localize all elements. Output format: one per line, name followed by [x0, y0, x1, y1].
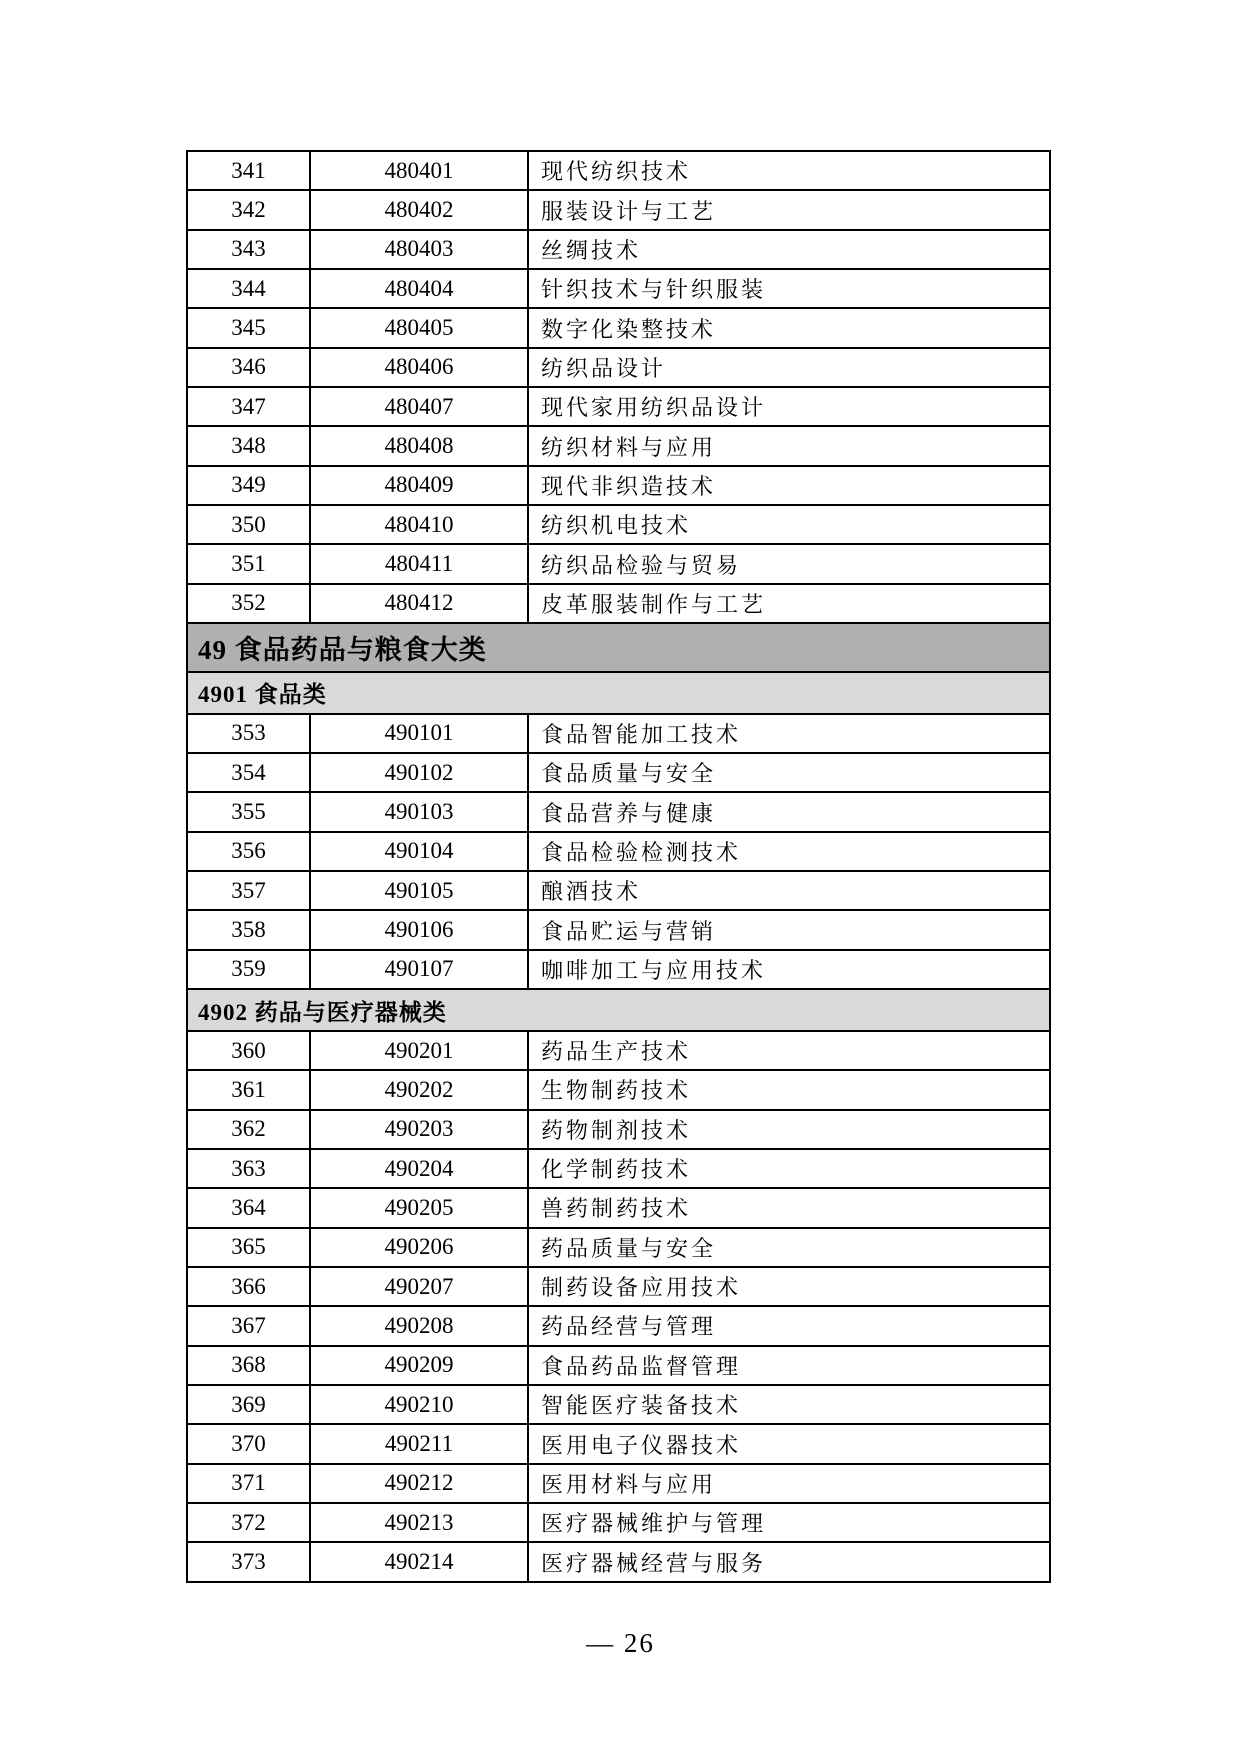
- major-name: 药品质量与安全: [528, 1228, 1050, 1267]
- majors-code-table: [186, 150, 1051, 1583]
- major-name: 纺织品设计: [528, 348, 1050, 387]
- row-seq-number: 359: [187, 950, 310, 989]
- subcategory-header-label: 4902 药品与医疗器械类: [187, 989, 1050, 1031]
- major-name: 食品质量与安全: [528, 753, 1050, 792]
- table-row: [187, 1070, 1050, 1109]
- row-seq-number: 366: [187, 1267, 310, 1306]
- major-code: 490203: [310, 1110, 528, 1149]
- page-number: — 26: [586, 1628, 655, 1658]
- table-row: [187, 308, 1050, 347]
- row-seq-number: 367: [187, 1306, 310, 1345]
- table-row: [187, 544, 1050, 583]
- row-seq-number: 371: [187, 1464, 310, 1503]
- major-name: 咖啡加工与应用技术: [528, 950, 1050, 989]
- table-row: [187, 230, 1050, 269]
- major-code: 480410: [310, 505, 528, 544]
- row-seq-number: 360: [187, 1031, 310, 1070]
- major-name: 现代非织造技术: [528, 466, 1050, 505]
- row-seq-number: 349: [187, 466, 310, 505]
- table-row: [187, 1110, 1050, 1149]
- major-code: 490213: [310, 1503, 528, 1542]
- row-seq-number: 368: [187, 1346, 310, 1385]
- major-name: 兽药制药技术: [528, 1188, 1050, 1227]
- major-code: 480407: [310, 387, 528, 426]
- major-code: 490210: [310, 1385, 528, 1424]
- row-seq-number: 353: [187, 714, 310, 753]
- major-name: 纺织品检验与贸易: [528, 544, 1050, 583]
- majors-code-table-body: [187, 151, 1050, 1582]
- table-row: [187, 269, 1050, 308]
- row-seq-number: 341: [187, 151, 310, 190]
- category-header-label: 49 食品药品与粮食大类: [187, 623, 1050, 672]
- row-seq-number: 373: [187, 1542, 310, 1582]
- major-name: 化学制药技术: [528, 1149, 1050, 1188]
- major-name: 制药设备应用技术: [528, 1267, 1050, 1306]
- major-code: 480401: [310, 151, 528, 190]
- category-header-row: [187, 623, 1050, 672]
- major-code: 490106: [310, 910, 528, 949]
- major-code: 480405: [310, 308, 528, 347]
- major-code: 480402: [310, 190, 528, 229]
- table-row: [187, 387, 1050, 426]
- major-name: 服装设计与工艺: [528, 190, 1050, 229]
- major-code: 480409: [310, 466, 528, 505]
- major-name: 纺织机电技术: [528, 505, 1050, 544]
- major-name: 生物制药技术: [528, 1070, 1050, 1109]
- major-code: 480406: [310, 348, 528, 387]
- table-row: [187, 151, 1050, 190]
- major-code: 490202: [310, 1070, 528, 1109]
- table-row: [187, 910, 1050, 949]
- major-code: 480403: [310, 230, 528, 269]
- major-name: 食品检验检测技术: [528, 832, 1050, 871]
- row-seq-number: 369: [187, 1385, 310, 1424]
- table-row: [187, 1385, 1050, 1424]
- major-name: 智能医疗装备技术: [528, 1385, 1050, 1424]
- row-seq-number: 356: [187, 832, 310, 871]
- major-code: 490207: [310, 1267, 528, 1306]
- row-seq-number: 343: [187, 230, 310, 269]
- table-row: [187, 714, 1050, 753]
- row-seq-number: 357: [187, 871, 310, 910]
- major-code: 480411: [310, 544, 528, 583]
- row-seq-number: 355: [187, 792, 310, 831]
- subcategory-header-row: [187, 672, 1050, 714]
- subcategory-header-label: 4901 食品类: [187, 672, 1050, 714]
- row-seq-number: 364: [187, 1188, 310, 1227]
- subcategory-header-row: [187, 989, 1050, 1031]
- row-seq-number: 354: [187, 753, 310, 792]
- row-seq-number: 372: [187, 1503, 310, 1542]
- table-row: [187, 1424, 1050, 1463]
- major-name: 医疗器械经营与服务: [528, 1542, 1050, 1582]
- major-name: 食品贮运与营销: [528, 910, 1050, 949]
- major-name: 现代纺织技术: [528, 151, 1050, 190]
- row-seq-number: 365: [187, 1228, 310, 1267]
- row-seq-number: 370: [187, 1424, 310, 1463]
- major-name: 丝绸技术: [528, 230, 1050, 269]
- major-name: 现代家用纺织品设计: [528, 387, 1050, 426]
- major-code: 490101: [310, 714, 528, 753]
- major-name: 酿酒技术: [528, 871, 1050, 910]
- row-seq-number: 347: [187, 387, 310, 426]
- table-row: [187, 466, 1050, 505]
- major-name: 食品智能加工技术: [528, 714, 1050, 753]
- major-name: 皮革服装制作与工艺: [528, 584, 1050, 623]
- major-code: 490103: [310, 792, 528, 831]
- major-code: 490102: [310, 753, 528, 792]
- major-code: 490208: [310, 1306, 528, 1345]
- major-name: 食品药品监督管理: [528, 1346, 1050, 1385]
- major-code: 490201: [310, 1031, 528, 1070]
- major-name: 针织技术与针织服装: [528, 269, 1050, 308]
- major-code: 490107: [310, 950, 528, 989]
- row-seq-number: 348: [187, 426, 310, 465]
- major-name: 医用电子仪器技术: [528, 1424, 1050, 1463]
- table-row: [187, 1149, 1050, 1188]
- table-row: [187, 348, 1050, 387]
- table-row: [187, 505, 1050, 544]
- major-name: 纺织材料与应用: [528, 426, 1050, 465]
- major-name: 药品生产技术: [528, 1031, 1050, 1070]
- row-seq-number: 342: [187, 190, 310, 229]
- table-row: [187, 426, 1050, 465]
- major-name: 药品经营与管理: [528, 1306, 1050, 1345]
- major-code: 490212: [310, 1464, 528, 1503]
- table-row: [187, 584, 1050, 623]
- row-seq-number: 345: [187, 308, 310, 347]
- major-code: 490105: [310, 871, 528, 910]
- table-row: [187, 832, 1050, 871]
- major-code: 490104: [310, 832, 528, 871]
- table-row: [187, 1188, 1050, 1227]
- major-name: 食品营养与健康: [528, 792, 1050, 831]
- table-row: [187, 1228, 1050, 1267]
- table-row: [187, 753, 1050, 792]
- row-seq-number: 346: [187, 348, 310, 387]
- row-seq-number: 344: [187, 269, 310, 308]
- major-code: 490211: [310, 1424, 528, 1463]
- row-seq-number: 361: [187, 1070, 310, 1109]
- table-row: [187, 1031, 1050, 1070]
- major-name: 药物制剂技术: [528, 1110, 1050, 1149]
- major-name: 数字化染整技术: [528, 308, 1050, 347]
- row-seq-number: 363: [187, 1149, 310, 1188]
- row-seq-number: 350: [187, 505, 310, 544]
- table-row: [187, 792, 1050, 831]
- table-row: [187, 190, 1050, 229]
- major-name: 医用材料与应用: [528, 1464, 1050, 1503]
- table-row: [187, 1267, 1050, 1306]
- table-row: [187, 871, 1050, 910]
- major-code: 490204: [310, 1149, 528, 1188]
- table-row: [187, 1542, 1050, 1582]
- major-code: 480412: [310, 584, 528, 623]
- major-code: 490214: [310, 1542, 528, 1582]
- row-seq-number: 362: [187, 1110, 310, 1149]
- major-name: 医疗器械维护与管理: [528, 1503, 1050, 1542]
- major-code: 490205: [310, 1188, 528, 1227]
- table-row: [187, 1464, 1050, 1503]
- major-code: 490209: [310, 1346, 528, 1385]
- table-row: [187, 1503, 1050, 1542]
- row-seq-number: 358: [187, 910, 310, 949]
- row-seq-number: 351: [187, 544, 310, 583]
- table-row: [187, 950, 1050, 989]
- major-code: 480404: [310, 269, 528, 308]
- major-code: 490206: [310, 1228, 528, 1267]
- major-code: 480408: [310, 426, 528, 465]
- table-row: [187, 1346, 1050, 1385]
- row-seq-number: 352: [187, 584, 310, 623]
- table-row: [187, 1306, 1050, 1345]
